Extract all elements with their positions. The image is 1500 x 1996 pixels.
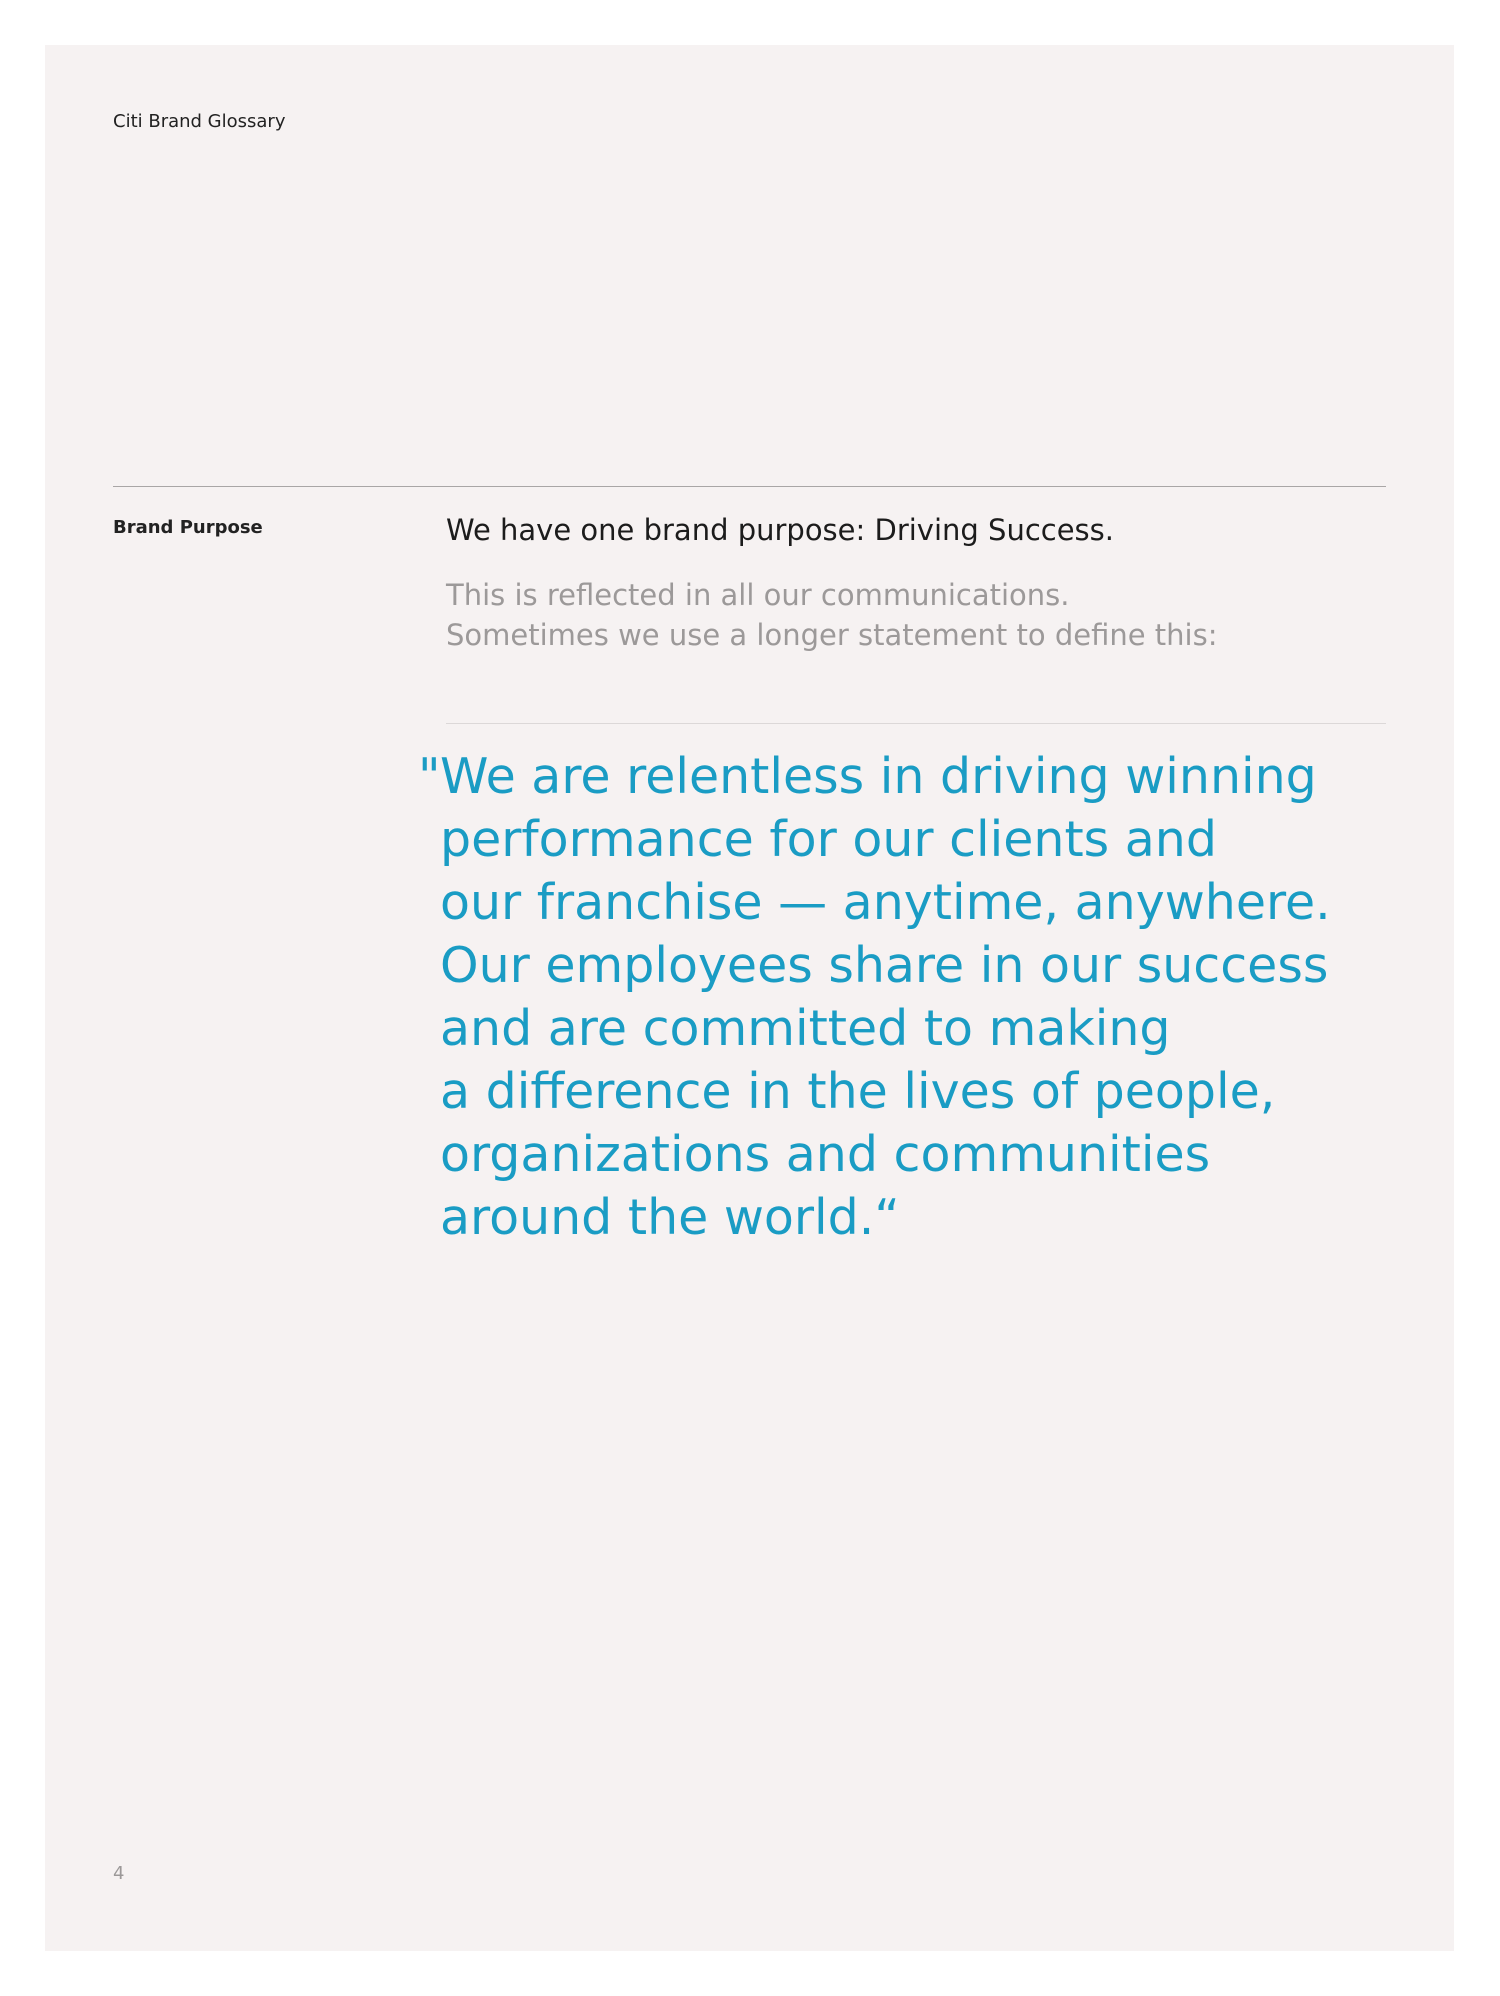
quote-line-last <box>440 1186 1331 1249</box>
quote-line: performance for our clients and <box>440 811 1217 868</box>
quote-line-text: around the world. <box>440 1189 875 1246</box>
section-divider <box>113 486 1386 487</box>
close-quote-mark: “ <box>874 1189 900 1246</box>
section-label: Brand Purpose <box>113 517 263 538</box>
document-page <box>45 45 1454 1951</box>
quote-divider <box>446 723 1386 724</box>
page-number: 4 <box>113 1863 125 1884</box>
quote-line: and are committed to making <box>440 1000 1171 1057</box>
brand-purpose-quote <box>418 745 1331 1249</box>
quote-line: our franchise — anytime, anywhere. <box>440 874 1331 931</box>
quote-line: organizations and communities <box>440 1126 1211 1183</box>
intro-line: This is reflected in all our communications. <box>446 578 1070 612</box>
intro-text <box>446 575 1217 655</box>
open-quote-mark: " <box>418 748 441 805</box>
quote-line: Our employees share in our success <box>440 937 1329 994</box>
intro-line: Sometimes we use a longer statement to define this: <box>446 618 1218 652</box>
running-title: Citi Brand Glossary <box>113 111 286 132</box>
quote-line: a difference in the lives of people, <box>440 1063 1276 1120</box>
lead-statement: We have one brand purpose: Driving Success. <box>446 513 1114 547</box>
quote-line: We are relentless in driving winning <box>440 748 1317 805</box>
